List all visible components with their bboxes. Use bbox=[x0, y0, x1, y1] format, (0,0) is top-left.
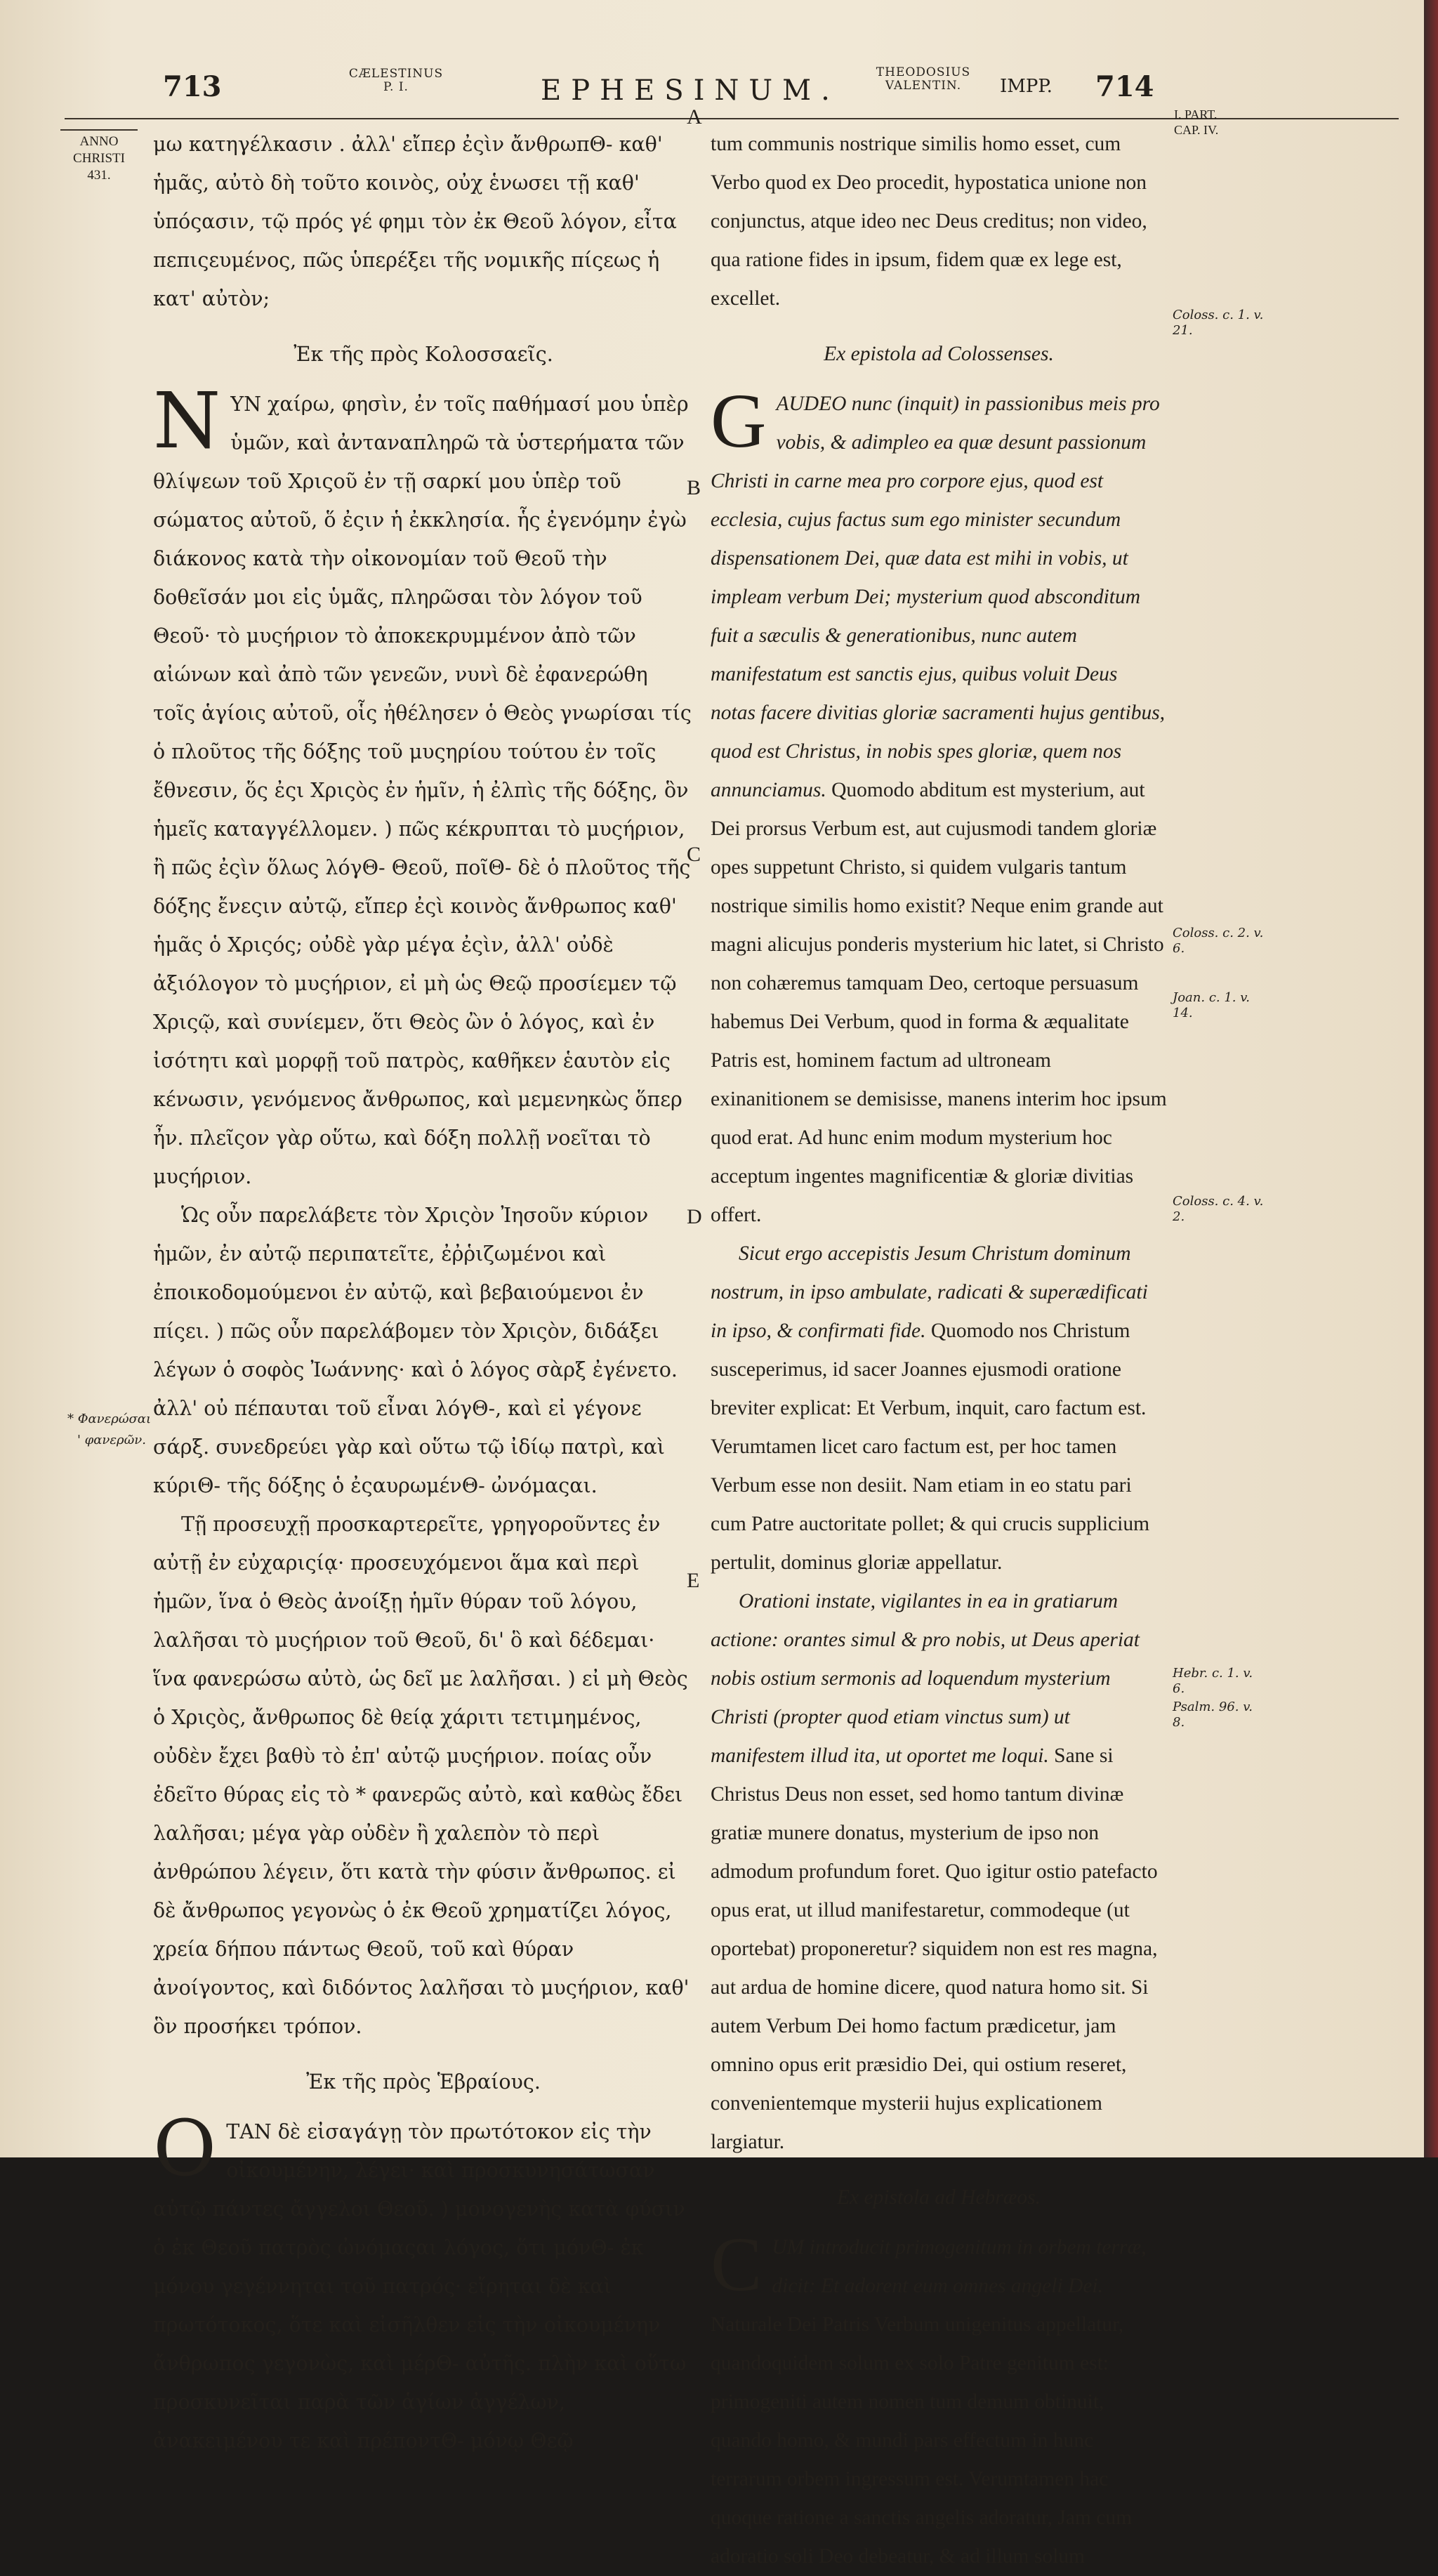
scripture-reference: Coloss. c. 1. v. 21. bbox=[1173, 308, 1264, 338]
latin-column bbox=[711, 125, 1167, 2576]
running-head-left: CÆLESTINUS P. I. bbox=[348, 67, 444, 94]
latin-paragraph: Sicut ergo accepistis Jesum Christum dominum nostrum, in ipso ambulate, radicati & superædificati in ipso, & confirmati fide. Quomodo nos Christum susceperimus, id sacer Joannes ejusmodi oratione breviter explicat: Et Verbum, inquit, caro factum est. Verumtamen licet caro factum est, per hoc tamen Verbum esse non desiit. Nam etiam in eo statu pari cum Patre auctoritate pollet; & qui crucis supplicium pertulit, dominus gloriæ appellatur. bbox=[711, 1242, 1150, 1574]
page-number-right: 714 bbox=[1095, 70, 1154, 103]
greek-intro: μω κατηγέλκασιν . ἀλλ' εἴπερ ἐςὶν ἄνθρωπΘ- καθ' ἡμᾶς, αὐτὸ δὴ τοῦτο κοινὸς, οὐχ ἑνωσει τῇ καθ' ὑπόςασιν, τῷ πρός γέ φημι τὸν ἐκ Θεοῦ λόγον, εἶτα πεπιςευμένος, πῶς ὑπερέξει τῆς νομικῆς πίςεως ἡ κατ' αὐτὸν; bbox=[153, 133, 677, 310]
drop-cap: G bbox=[711, 378, 767, 464]
greek-column bbox=[153, 125, 694, 2460]
drop-cap: C bbox=[711, 2221, 763, 2307]
greek-paragraph: NΥΝ χαίρω, φησὶν, ἐν τοῖς παθήμασί μου ὑπὲρ ὑμῶν, καὶ ἀνταναπληρῶ τὰ ὑστερήματα τῶν θλίψεων τοῦ Χριςοῦ ἐν τῇ σαρκί μου ὑπὲρ τοῦ σώματος αὐτοῦ, ὅ ἐςιν ἡ ἐκκλησία. ἧς ἐγενόμην ἐγὼ διάκονος κατὰ τὴν οἰκονομίαν τοῦ Θεοῦ τὴν δοθεῖσάν μοι εἰς ὑμᾶς, πληρῶσαι τὸν λόγον τοῦ Θεοῦ· τὸ μυςήριον τὸ ἀποκεκρυμμένον ἀπὸ τῶν αἰώνων καὶ ἀπὸ τῶν γενεῶν, νυνὶ δὲ ἐφανερώθη τοῖς ἁγίοις αὐτοῦ, οἷς ἠθέλησεν ὁ Θεὸς γνωρίσαι τίς ὁ πλοῦτος τῆς δόξης τοῦ μυςηρίου τούτου ἐν τοῖς ἔθνεσιν, ὅς ἐςι Χριςὸς ἐν ἡμῖν, ἡ ἐλπὶς τῆς δόξης, ὃν ἡμεῖς καταγγέλλομεν. ) πῶς κέκρυπται τὸ μυςήριον, ἢ πῶς ἐςὶν ὅλως λόγΘ- Θεοῦ, ποῖΘ- δὲ ὁ πλοῦτος τῆς δόξης ἔνεςιν αὐτῷ, εἴπερ ἐςὶ κοινὸς ἄνθρωπος καθ' ἡμᾶς ὁ Χριςός; οὐδὲ γὰρ μέγα ἐςὶν, ἀλλ' οὐδὲ ἀξιόλογον τὸ μυςήριον, εἰ μὴ ὡς Θεῷ προσίεμεν τῷ Χριςῷ, καὶ συνίεμεν, ὅτι Θεὸς ὢν ὁ λόγος, καὶ ἐν ἰσότητι καὶ μορφῇ τοῦ πατρὸς, καθῆκεν ἑαυτὸν εἰς κένωσιν, γενόμενος ἄνθρωπος, καὶ μεμενηκὼς ὅπερ ἦν. πλεῖςον γὰρ οὕτω, καὶ δόξη πολλῇ νοεῖται τὸ μυςήριον. bbox=[153, 376, 692, 1188]
drop-cap: N bbox=[153, 376, 221, 466]
greek-paragraph: Ὡς οὖν παρελάβετε τὸν Χριςὸν Ἰησοῦν κύριον ἡμῶν, ἐν αὐτῷ περιπατεῖτε, ἐῤῥιζωμένοι καὶ ἐποικοδομούμενοι ἐν αὐτῷ, καὶ βεβαιούμενοι ἐν πίςει. ) πῶς οὖν παρελάβομεν τὸν Χριςὸν, διδάξει λέγων ὁ σοφὸς Ἰωάννης· καὶ ὁ λόγος σὰρξ ἐγένετο. ἀλλ' οὐ πέπαυται τοῦ εἶναι λόγΘ-, καὶ εἰ γέγονε σάρξ. συνεδρεύει γὰρ καὶ οὕτω τῷ ἰδίῳ πατρὶ, καὶ κύριΘ- τῆς δόξης ὁ ἐςαυρωμένΘ- ὠνόμαςαι. bbox=[153, 1204, 678, 1497]
greek-margin-note: * Φανερώσαι bbox=[67, 1412, 151, 1426]
greek-margin-note: ' φανερῶν. bbox=[77, 1433, 146, 1447]
part-note: I. PART. CAP. IV. bbox=[1174, 107, 1219, 137]
year-note: ANNO CHRISTI 431. bbox=[60, 129, 138, 184]
running-head-impp: IMPP. bbox=[1000, 76, 1053, 97]
page-title: EPHESINUM. bbox=[541, 74, 840, 107]
greek-paragraph: Τῇ προσευχῇ προσκαρτερεῖτε, γρηγοροῦντες ἐν αὐτῇ ἐν εὐχαριςίᾳ· προσευχόμενοι ἅμα καὶ περὶ ἡμῶν, ἵνα ὁ Θεὸς ἀνοίξῃ ἡμῖν θύραν τοῦ λόγου, λαλῆσαι τὸ μυςήριον τοῦ Θεοῦ, δι' ὃ καὶ δέδεμαι· ἵνα φανερώσω αὐτὸ, ὡς δεῖ με λαλῆσαι. ) εἰ μὴ Θεὸς ὁ Χριςὸς, ἄνθρωπος δὲ θείᾳ χάριτι τετιμημένος, οὐδὲν ἔχει βαθὺ τὸ ἐπ' αὐτῷ μυςήριον. ποίας οὖν ἐδεῖτο θύρας εἰς τὸ * φανερῶς αὐτὸ, καὶ καθὼς ἔδει λαλῆσαι; μέγα γὰρ οὐδὲν ἢ χαλεπὸν τὸ περὶ ἀνθρώπου λέγειν, ὅτι κατὰ τὴν φύσιν ἄνθρωπος. εἰ δὲ ἄνθρωπος γεγονὼς ὁ ἐκ Θεοῦ χρηματίζει λόγος, χρεία δήπου πάντως Θεοῦ, τοῦ καὶ θύραν ἀνοίγοντος, καὶ διδόντος λαλῆσαι τὸ μυςήριον, καθ' ὃν προσήκει τρόπον. bbox=[153, 1513, 690, 2038]
scripture-reference: Coloss. c. 2. v. 6. bbox=[1173, 926, 1264, 956]
latin-paragraph: GAUDEO nunc (inquit) in passionibus meis pro vobis, & adimpleo ea quæ desunt passionum Christi in carne mea pro corpore ejus, quod est ecclesia, cujus factus sum ego minister secundum dispensationem Dei, quæ data est mihi in vobis, ut impleam verbum Dei; mysterium quod absconditum fuit a sæculis & generationibus, nunc autem manifestatum est sanctis ejus, quibus voluit Deus notas facere divitias gloriæ sacramenti hujus gentibus, quod est Christus, in nobis spes gloriæ, quem nos annunciamus. Quomodo abditum est mysterium, aut Dei prorsus Verbum est, aut cujusmodi tandem gloriæ opes suppetunt Christo, si quidem vulgaris tantum nostrique similis homo existit? Neque enim grande aut magni alicujus ponderis mysterium hic latet, si Christo non cohæremus tamquam Deo, certoque persuasum habemus Dei Verbum, quod in forma & æqualitate Patris est, hominem factum ad ultroneam exinanitionem se demisisse, manens interim hoc ipsum quod erat. Ad hunc enim modum mysterium hoc acceptum ingentes magnificentiæ & gloriæ divitias offert. bbox=[711, 378, 1167, 1226]
section-letter: E bbox=[687, 1569, 700, 1592]
latin-paragraph: Orationi instate, vigilantes in ea in gratiarum actione: orantes simul & pro nobis, ut Deus aperiat nobis ostium sermonis ad loquendum mysterium Christi (propter quod etiam vinctus sum) ut manifestem illud ita, ut oportet me loqui. Sane si Christus Deus non esset, sed homo tantum divinæ gratiæ munere donatus, mysterium de ipso non admodum profundum foret. Quo igitur ostio patefacto opus erat, ut illud manifestaretur, commodeque (ut oportebat) proponeretur? siquidem non est res magna, aut ardua de homine dicere, quod natura homo sit. Si autem Verbum Dei homo factum prædicetur, jam omnino opus erit præsidio Dei, qui ostium reseret, convenientemque mysterii hujus explicationem largiatur. bbox=[711, 1590, 1158, 2153]
running-head-right: THEODOSIUS VALENTIN. bbox=[876, 65, 971, 93]
section-letter: B bbox=[687, 476, 701, 499]
scripture-reference: Joan. c. 1. v. 14. bbox=[1173, 990, 1250, 1020]
book-edge bbox=[1424, 0, 1438, 2157]
greek-heading-hebrews: Ἐκ τῆς πρὸς Ἑβραίους. bbox=[306, 2070, 541, 2094]
latin-intro: tum communis nostrique similis homo esset, cum Verbo quod ex Deo procedit, hypostatica unione non conjunctus, atque ideo nec Deus creditus; non video, qua ratione fides in ipsum, fidem quæ ex lege est, excellet. bbox=[711, 133, 1147, 310]
latin-heading-hebrews: Ex epistola ad Hebræos. bbox=[836, 2186, 1041, 2209]
greek-heading-colossians: Ἐκ τῆς πρὸς Κολοσσαεῖς. bbox=[293, 343, 553, 366]
section-letter: A bbox=[687, 105, 702, 129]
latin-heading-colossians: Ex epistola ad Colossenses. bbox=[824, 343, 1054, 365]
section-letter: C bbox=[687, 843, 701, 866]
section-letter: D bbox=[687, 1205, 702, 1228]
drop-cap: O bbox=[153, 2103, 217, 2193]
latin-paragraph: CUM introducit primogenitum in orbem terræ, dicit: Et adorent eum omnes angeli Dei. Naturale Dei Patris Verbum unigenitus appellatur, quandoquidem solum ex solo Patre genitum est: primogeniti autem nomen tum demum obtinuit, quando homo, & mundi pars effectum in hunc terrarum orbem ingressum est. Verumtamen hac quoque ratione a sanctis angelis adoratur, Jam cum adoratio soli Deo debeatur, & ad illum solum bbox=[711, 2221, 1147, 2568]
scripture-reference: Hebr. c. 1. v. 6. bbox=[1173, 1666, 1253, 1696]
scripture-reference: Psalm. 96. v. 8. bbox=[1173, 1700, 1253, 1730]
greek-paragraph: OΤΑΝ δὲ εἰσαγάγῃ τὸν πρωτότοκον εἰς τὴν οἰκουμένην, λέγει· καὶ προσκυνησάτωσαν αὐτῷ πάντες ἄγγελοι Θεοῦ. ) μονογενὴς κατὰ φύσιν ὁ ἐκ Θεοῦ πατρὸς ὠνόμαςαι λόγος, ὅτι μόνΘ- ἐκ μόνου γεγέννηται τοῦ πατρός· εἴρηται δὲ καὶ πρωτότοκος, ὅτε καὶ εἰσῆλθεν εἰς τὴν οἰκουμένην ἄνθρωπος γεγονὼς, καὶ μέρΘ- αὐτῆς. πλὴν καὶ οὕτω προσκυνεῖται παρὰ τῶν ἁγίων ἀγγέλων, ἀνακειμένου τε καὶ πρέποντΘ- μόνῳ Θεῷ bbox=[153, 2103, 687, 2452]
scripture-reference: Coloss. c. 4. v. 2. bbox=[1173, 1194, 1264, 1224]
page-number-left: 713 bbox=[163, 70, 222, 103]
